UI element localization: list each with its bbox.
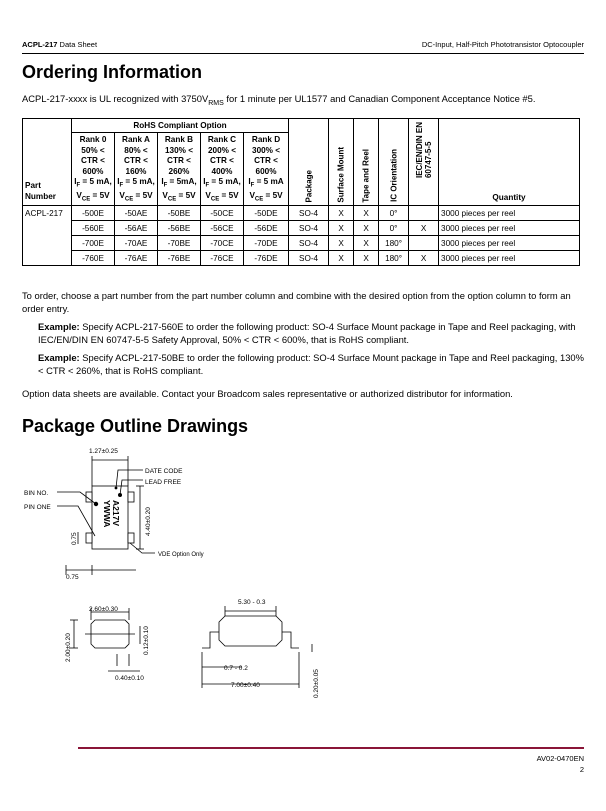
end-lead-right bbox=[282, 632, 299, 648]
how-to-order: To order, choose a part number from the part number column and combine with the desired option from the option column to form an order entry. bbox=[22, 290, 571, 314]
cell-ic: 0° bbox=[379, 221, 409, 236]
rank-header-2: Rank B 130% < CTR < 260% $I_F = 5mA$, $V_{CE} = 5V$ bbox=[158, 133, 201, 206]
ic-orientation-header: IC Orientation bbox=[379, 119, 409, 206]
intro-sub: RMS bbox=[208, 99, 224, 107]
cell-sm: X bbox=[329, 206, 354, 221]
dim-lead-thickness: 0.12±0.10 bbox=[143, 626, 150, 655]
cell-ic: 180° bbox=[379, 251, 409, 266]
dim-end-width: 5.30 - 0.3 bbox=[238, 599, 266, 606]
bin-dot bbox=[118, 493, 122, 497]
pin-one-label: PIN ONE bbox=[24, 504, 51, 511]
cell-ra: -56AE bbox=[115, 221, 158, 236]
cell-tr: X bbox=[354, 206, 379, 221]
cell-rc: -70CE bbox=[201, 236, 244, 251]
dim-pin-width: 0.75 bbox=[71, 532, 78, 545]
example-1-text: Specify ACPL-217-560E to order the following product: SO-4 Surface Mount package in Tape and Reel packaging, with IEC/EN/DIN EN 60747-5-5 Safety Approval, 50% < CTR < 600%, that is RoHS compliant. bbox=[38, 321, 576, 345]
table-row bbox=[23, 221, 580, 236]
cell-part bbox=[23, 251, 72, 266]
table-row bbox=[23, 206, 580, 221]
footer-doc-code: AV02-0470EN bbox=[536, 754, 584, 763]
cell-qty: 3000 pieces per reel bbox=[439, 236, 580, 251]
cell-rd: -70DE bbox=[244, 236, 289, 251]
pin-one-dot bbox=[94, 502, 98, 506]
dim-side-height: 2.00±0.20 bbox=[65, 633, 72, 662]
cell-pkg: SO-4 bbox=[289, 251, 329, 266]
example-2 bbox=[38, 351, 584, 377]
cell-pkg: SO-4 bbox=[289, 236, 329, 251]
cell-sm: X bbox=[329, 221, 354, 236]
ordering-title: Ordering Information bbox=[22, 62, 202, 82]
cell-r0: -760E bbox=[72, 251, 115, 266]
end-view-body bbox=[219, 616, 282, 646]
intro-text-end: for 1 minute per UL1577 and Canadian Component Acceptance Notice #5. bbox=[223, 93, 536, 104]
lead-right-bottom bbox=[128, 533, 134, 543]
rank-header-3: Rank C 200% < CTR < 400% $I_F = 5$ mA, $V_{CE} = 5V$ bbox=[201, 133, 244, 206]
cell-rd: -56DE bbox=[244, 221, 289, 236]
cell-tr: X bbox=[354, 236, 379, 251]
package-header: Package bbox=[289, 119, 329, 206]
package-drawing bbox=[0, 440, 606, 710]
cell-ra: -76AE bbox=[115, 251, 158, 266]
cell-ra: -70AE bbox=[115, 236, 158, 251]
cell-pkg: SO-4 bbox=[289, 206, 329, 221]
dim-bottom: 0.75 bbox=[66, 574, 79, 581]
rohs-header: RoHS Compliant Option bbox=[72, 119, 289, 133]
ordering-intro bbox=[22, 93, 535, 107]
marking-line-2: YWWA bbox=[102, 500, 112, 528]
date-dot bbox=[115, 487, 118, 490]
cell-qty: 3000 pieces per reel bbox=[439, 251, 580, 266]
table-row bbox=[23, 251, 580, 266]
page-header bbox=[22, 40, 584, 52]
header-desc: DC-Input, Half-Pitch Phototransistor Optocoupler bbox=[421, 40, 584, 49]
footer-rule bbox=[78, 747, 584, 749]
date-code-label: DATE CODE bbox=[145, 468, 183, 475]
cell-rb: -76BE bbox=[158, 251, 201, 266]
cell-part: ACPL-217 bbox=[23, 206, 72, 221]
part-number-header: Part Number bbox=[23, 119, 72, 206]
cell-r0: -500E bbox=[72, 206, 115, 221]
header-doctype: Data Sheet bbox=[59, 40, 98, 49]
cell-tr: X bbox=[354, 251, 379, 266]
cell-sm: X bbox=[329, 236, 354, 251]
example-label: Example: bbox=[38, 321, 80, 332]
dim-foot: 0.7 - 0.2 bbox=[224, 665, 248, 672]
header-part: ACPL-217 bbox=[22, 40, 58, 49]
cell-ra: -50AE bbox=[115, 206, 158, 221]
cell-iec bbox=[409, 236, 439, 251]
page-number: 2 bbox=[579, 765, 584, 774]
cell-iec: X bbox=[409, 221, 439, 236]
rank-header-0: Rank 0 50% < CTR < 600% $I_F = 5$ mA, $V_{CE} = 5V$ bbox=[72, 133, 115, 206]
header-left bbox=[22, 40, 97, 49]
cell-rb: -56BE bbox=[158, 221, 201, 236]
dim-body-length: 4.40±0.20 bbox=[145, 507, 152, 536]
cell-rb: -70BE bbox=[158, 236, 201, 251]
vde-note: VDE Option Only bbox=[158, 552, 204, 558]
dim-lead-offset: 0.40±0.10 bbox=[115, 675, 144, 682]
cell-ic: 0° bbox=[379, 206, 409, 221]
cell-sm: X bbox=[329, 251, 354, 266]
cell-part bbox=[23, 221, 72, 236]
datasheets-note: Option data sheets are available. Contact your Broadcom sales representative or authorized distributor for information. bbox=[22, 388, 513, 399]
iec-header: IEC/EN/DIN EN 60747-5-5 bbox=[409, 119, 439, 206]
end-lead-left bbox=[202, 632, 219, 648]
cell-iec bbox=[409, 206, 439, 221]
cell-qty: 3000 pieces per reel bbox=[439, 206, 580, 221]
lead-left-bottom bbox=[86, 533, 92, 543]
cell-rc: -76CE bbox=[201, 251, 244, 266]
lead-right-top bbox=[128, 492, 134, 502]
cell-rd: -76DE bbox=[244, 251, 289, 266]
lead-free-label: LEAD FREE bbox=[145, 479, 182, 486]
marking-line-1: A217V bbox=[111, 500, 121, 526]
cell-rc: -50CE bbox=[201, 206, 244, 221]
cell-r0: -700E bbox=[72, 236, 115, 251]
dim-overall: 7.00±0.40 bbox=[231, 682, 260, 689]
cell-iec: X bbox=[409, 251, 439, 266]
cell-tr: X bbox=[354, 221, 379, 236]
cell-ic: 180° bbox=[379, 236, 409, 251]
dim-pin-pitch: 1.27±0.25 bbox=[89, 448, 118, 455]
surface-mount-header: Surface Mount bbox=[329, 119, 354, 206]
rank-header-1: Rank A 80% < CTR < 160% $I_F = 5$ mA, $V_{CE} = 5V$ bbox=[115, 133, 158, 206]
header-rule bbox=[22, 53, 584, 54]
cell-qty: 3000 pieces per reel bbox=[439, 221, 580, 236]
quantity-header: Quantity bbox=[439, 119, 580, 206]
example-2-text: Specify ACPL-217-50BE to order the following product: SO-4 Surface Mount package in Tape and Reel packaging, 130% < CTR < 260%, that is RoHS compliant. bbox=[38, 352, 584, 376]
dim-standoff: 0.20±0.05 bbox=[313, 669, 320, 698]
rank-header-4: Rank D 300% < CTR < 600% $I_F = 5$ mA $V_{CE} = 5V$ bbox=[244, 133, 289, 206]
package-title: Package Outline Drawings bbox=[22, 416, 249, 436]
dim-side-width: 2.60±0.30 bbox=[89, 606, 118, 613]
cell-r0: -560E bbox=[72, 221, 115, 236]
cell-rd: -50DE bbox=[244, 206, 289, 221]
cell-part bbox=[23, 236, 72, 251]
cell-rc: -56CE bbox=[201, 221, 244, 236]
intro-text: ACPL-217-xxxx is UL recognized with 3750V bbox=[22, 93, 209, 104]
cell-rb: -50BE bbox=[158, 206, 201, 221]
example-1 bbox=[38, 320, 584, 346]
bin-no-label: BIN NO. bbox=[24, 490, 49, 497]
table-row bbox=[23, 236, 580, 251]
example-label: Example: bbox=[38, 352, 80, 363]
tape-reel-header: Tape and Reel bbox=[354, 119, 379, 206]
cell-pkg: SO-4 bbox=[289, 221, 329, 236]
ordering-table bbox=[22, 118, 580, 266]
